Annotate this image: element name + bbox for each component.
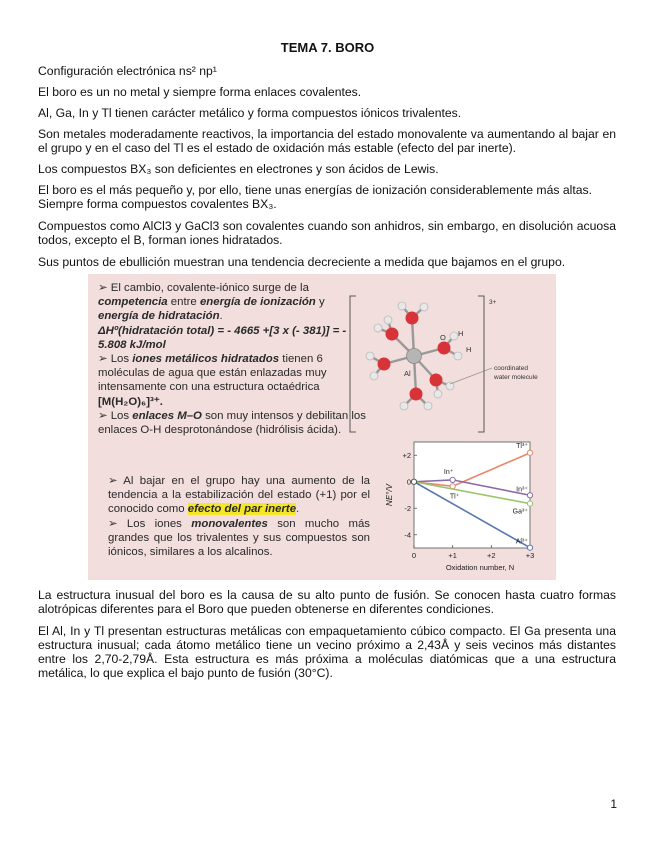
paragraph-boron-structure: La estructura inusual del boro es la causa de su alto punto de fusión. Se conocen hasta cuatro formas alotrópicas diferentes para el Boro que pueden obtenerse en diferentes condiciones. bbox=[38, 588, 616, 616]
label-al: Al bbox=[404, 369, 411, 378]
octahedral-complex-diagram bbox=[346, 280, 556, 440]
bullet2-em: iones metálicos hidratados bbox=[132, 353, 280, 366]
x-tick-label: 0 bbox=[411, 551, 417, 560]
paragraph-reactivity: Son metales moderadamente reactivos, la importancia del estado monovalente va aumentando al bajar en el grupo y en el caso del Tl es el estado de oxidación más estable (efecto del par inerte). bbox=[38, 127, 616, 155]
bullet5-pre: Los iones bbox=[126, 517, 192, 530]
paragraph-hydrated: Compuestos como AlCl3 y GaCl3 son covalentes cuando son anhidros, sin embargo, en disolución acuosa todos, excepto el B, forman iones hidratados. bbox=[38, 219, 616, 247]
bullet1-mid2: y bbox=[315, 296, 325, 309]
y-axis-label: NE°/V bbox=[385, 484, 394, 506]
metal-atom bbox=[407, 349, 422, 364]
pointer-line bbox=[450, 368, 492, 384]
bullet5-post: son mucho más grandes que los trivalentes y sus compuestos son iónicos, similares a los alcalinos. bbox=[108, 517, 370, 559]
paragraph-metal-structures: El Al, In y Tl presentan estructuras metálicas con empaquetamiento cúbico compacto. El Ga presenta una estructura inusual; cada átomo metálico tiene un vecino próximo a 2,43Å y seis vecinos más distantes entre los 2,70-2,79Å. Esta estructura es más próxima a moléculas diatómicas que a una estructura metálica, lo que explica el bajo punto de fusión (30°C). bbox=[38, 624, 616, 680]
frost-diagram-chart bbox=[378, 434, 552, 576]
bullet-arrow-icon: ➢ bbox=[98, 353, 108, 366]
paragraph-boiling: Sus puntos de ebullición muestran una tendencia decreciente a medida que bajamos en el grupo. bbox=[38, 255, 566, 269]
x-tick-label: +1 bbox=[448, 551, 457, 560]
point-label-in-plus: In⁺ bbox=[443, 468, 454, 476]
bullet-arrow-icon: ➢ bbox=[98, 409, 108, 422]
plot-area bbox=[414, 442, 530, 548]
bullet1-text: El cambio, covalente-iónico surge de la bbox=[110, 282, 309, 294]
bullet3-post: son muy intensos y debilitan los enlaces O-H desprotonándose (hidrólisis ácida). bbox=[98, 409, 366, 437]
charge-label: 3+ bbox=[489, 299, 497, 306]
origin-point bbox=[411, 479, 416, 484]
paragraph-ionization: El boro es el más pequeño y, por ello, tiene unas energías de ionización considerablemente más altas. Siempre forma compuestos covalentes BX₃. bbox=[38, 183, 592, 211]
data-point bbox=[527, 501, 532, 506]
bullet2-post: tienen 6 moléculas de agua que están enlazadas muy intensamente con una estructura octaédrica bbox=[98, 353, 327, 394]
paragraph-config: Configuración electrónica ns² np¹ bbox=[38, 64, 217, 78]
page-title: TEMA 7. BORO bbox=[280, 40, 375, 55]
paragraph-no-metal: El boro es un no metal y siempre forma enlaces covalentes. bbox=[38, 85, 362, 99]
label-h1: H bbox=[458, 329, 464, 338]
data-point bbox=[527, 450, 532, 455]
bullet3-em: enlaces M–O bbox=[132, 409, 202, 422]
bullet1-em-competencia: competencia bbox=[98, 296, 168, 309]
x-tick-label: +2 bbox=[487, 551, 496, 560]
y-tick-label: -2 bbox=[404, 503, 411, 513]
series-label: Tl³⁺ bbox=[516, 442, 528, 450]
figure-text-bottom bbox=[108, 474, 370, 559]
bullet4-pre: Al bajar en el grupo hay una aumento de la tendencia a la estabilización del estado (+1) por el conocido como bbox=[108, 475, 370, 516]
bullet-arrow-icon: ➢ bbox=[108, 517, 118, 530]
data-point bbox=[527, 545, 532, 550]
figure-panel bbox=[88, 274, 556, 580]
bullet-arrow-icon: ➢ bbox=[98, 282, 108, 294]
bullet3-pre: Los bbox=[110, 409, 133, 422]
x-axis-label: Oxidation number, N bbox=[445, 563, 515, 572]
series-label: Al³⁺ bbox=[515, 538, 528, 546]
paragraph-lewis: Los compuestos BX₃ son deficientes en electrones y son ácidos de Lewis. bbox=[38, 162, 439, 176]
point-label-tl-plus: Tl⁺ bbox=[449, 493, 460, 501]
series-label: In³⁺ bbox=[516, 486, 528, 494]
data-point bbox=[450, 477, 455, 482]
bullet4-end: . bbox=[296, 503, 300, 516]
hydration-formula: ΔHº(hidratación total) = - 4665 +[3 x (- 381)] = - 5.808 kJ/mol bbox=[98, 324, 347, 351]
y-tick-label: 0 bbox=[406, 477, 411, 487]
bullet1-mid: entre bbox=[167, 296, 200, 309]
label-h2: H bbox=[466, 345, 472, 354]
bullet1-end: . bbox=[219, 310, 223, 323]
series-label: Ga³⁺ bbox=[512, 508, 528, 516]
y-tick-label: -4 bbox=[404, 530, 411, 540]
bullet1-em-hidratacion: energía de hidratación bbox=[98, 310, 220, 323]
complex-formula: [M(H₂O)₆]³⁺. bbox=[98, 395, 163, 408]
bullet2-pre: Los bbox=[110, 353, 133, 366]
bullet-arrow-icon: ➢ bbox=[108, 475, 118, 487]
x-tick-label: +3 bbox=[525, 551, 535, 560]
label-o: O bbox=[440, 333, 446, 342]
bracket-right bbox=[478, 296, 484, 432]
coordinated-label: coordinated bbox=[494, 365, 528, 372]
y-tick-label: +2 bbox=[402, 450, 411, 460]
paragraph-metallic: Al, Ga, In y Tl tienen carácter metálico y forma compuestos iónicos trivalentes. bbox=[38, 106, 462, 120]
water-molecule-label: water molecule bbox=[494, 374, 538, 381]
bullet1-em-ionizacion: energía de ionización bbox=[199, 296, 316, 309]
inert-pair-highlight: efecto del par inerte bbox=[187, 503, 297, 516]
figure-text-top bbox=[98, 281, 366, 437]
data-point bbox=[527, 493, 532, 498]
bracket-left bbox=[350, 296, 356, 432]
page-number: 1 bbox=[610, 797, 617, 811]
bullet5-em: monovalentes bbox=[191, 517, 268, 530]
